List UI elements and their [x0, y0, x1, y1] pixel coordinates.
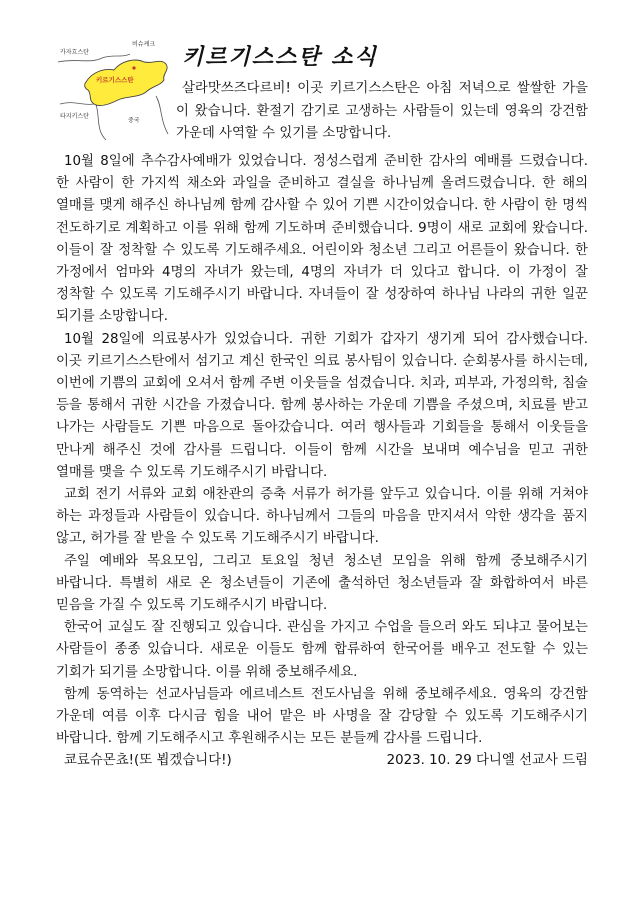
map-label-tajikistan: 타지키스탄 — [60, 113, 89, 120]
closing-line — [56, 750, 588, 772]
paragraph-coworkers: 함께 동역하는 선교사님들과 에르네스트 전도사님을 위해 중보해주세요. 영육의 강건함 가운데 여름 이후 다시금 힘을 내어 맡은 바 사명을 잘 감당할 수 있도록 기도해주시기 바랍니다. 함께 기도해주시고 후원해주시는 모든 분들께 감사를 드립니다. — [56, 686, 588, 747]
kyrgyzstan-map — [56, 34, 188, 142]
capital-marker-icon — [132, 66, 135, 69]
paragraph-medical-service: 10월 28일에 의료봉사가 있었습니다. 귀한 기회가 갑자기 생기게 되어 감사했습니다. 이곳 키르기스스탄에서 섬기고 계신 한국인 의료 봉사팀이 있습니다. 순회봉사를 하시는데, 이번에 기쁨의 교회에 오셔서 함께 주변 이웃들을 섬겼습니다. 치과, 피부과, 가정의학, 침술 등을 통해서 귀한 시간을 가졌습니다. 함께 봉사하는 가운데 기쁨을 주셨으며, 치료를 받고 나가는 사람들도 기쁜 마음으로 돌아갔습니다. 여러 행사들과 기회들을 통해서 이웃들을 만나게 해주신 것에 감사를 드립니다. 이들이 함께 시간을 보내며 예수님을 믿고 귀한 열매를 맺을 수 있도록 기도해주시기 바랍니다. — [56, 331, 588, 480]
letter-body — [56, 151, 588, 773]
map-label-china: 중국 — [128, 117, 140, 124]
map-border-west — [60, 103, 94, 105]
page-title: 키르기스스탄 소식 — [182, 44, 378, 70]
paragraph-korean-class: 한국어 교실도 잘 진행되고 있습니다. 관심을 가지고 수업을 들으러 와도 되냐고 물어보는 사람들이 종종 있습니다. 새로운 이들도 함께 합류하여 한국어를 배우고 전도할 수 있는 기회가 되기를 소망합니다. 이를 위해 중보해주세요. — [56, 620, 588, 680]
map-label-kyrgyzstan: 키르기스스탄 — [96, 76, 134, 84]
closing-greeting: 쿄료슈몬쵸!(또 뵙겠습니다!) — [64, 753, 232, 769]
paragraph-worship-meetings: 주일 예배와 목요모임, 그리고 토요일 청년 청소년 모임을 위해 함께 중보해주시기 바랍니다. 특별히 새로 온 청소년들이 기존에 출석하던 청소년들과 잘 화합하여서 바른 믿음을 가질 수 있도록 기도해주시기 바랍니다. — [56, 553, 588, 614]
intro-paragraph: 살라맛쓰즈다르비! 이곳 키르기스스탄은 아침 저녁으로 쌀쌀한 가을이 왔습니다. 환절기 감기로 고생하는 사람들이 있는데 영육의 강건함 가운데 사역할 수 있기를 소망합니다. — [176, 81, 588, 141]
map-border-east — [156, 96, 168, 134]
map-label-bishkek: 비슈케크 — [132, 41, 156, 48]
signature: 2023. 10. 29 다니엘 선교사 드림 — [386, 753, 588, 769]
map-label-kazakhstan: 카자흐스탄 — [60, 49, 89, 56]
map-border-south — [96, 104, 106, 140]
paragraph-thanksgiving: 10월 8일에 추수감사예배가 있었습니다. 정성스럽게 준비한 감사의 예배를 드렸습니다. 한 사람이 한 가지씩 채소와 과일을 준비하고 결실을 하나님께 올려드렸습니다. 한 해의 열매를 맺게 해주신 하나님께 함께 감사할 수 있어 기쁜 시간이었습니다. 한 사람이 한 명씩 전도하기로 계획하고 이를 위해 함께 기도하며 준비했습니다. 9명이 새로 교회에 왔습니다. 이들이 잘 정착할 수 있도록 기도해주세요. 어린이와 청소년 그리고 어른들이 왔습니다. 한 가정에서 엄마와 4명의 자녀가 왔는데, 4명의 자녀가 더 있다고 합니다. 이 가정이 잘 정착할 수 있도록 기도해주시기 바랍니다. 자녀들이 잘 성장하여 하나님 나라의 귀한 일꾼 되기를 소망합니다. — [56, 154, 588, 325]
paragraph-permits: 교회 전기 서류와 교회 애찬관의 증축 서류가 허가를 앞두고 있습니다. 이를 위해 거쳐야 하는 과정들과 사람들이 있습니다. 하나님께서 그들의 마음을 만지셔서 악한 생각을 품지 않고, 허가를 잘 받을 수 있도록 기도해주시기 바랍니다. — [56, 487, 588, 547]
